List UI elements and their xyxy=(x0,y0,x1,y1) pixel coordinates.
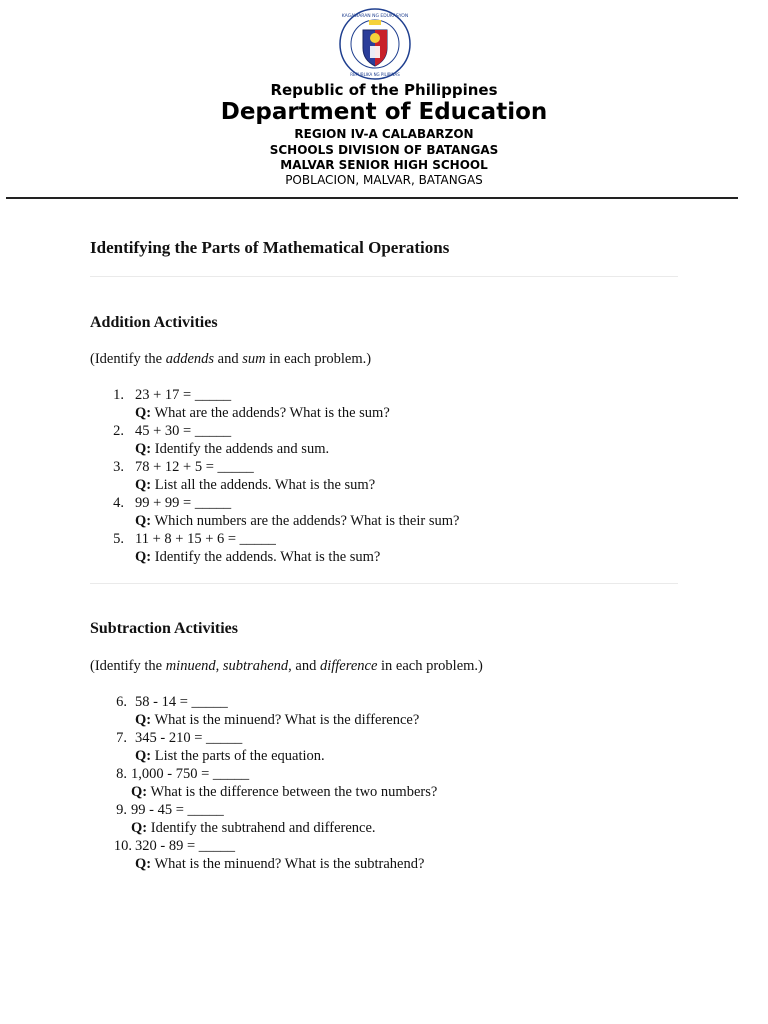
item-equation: 58 - 14 = _____ xyxy=(135,694,228,710)
item-equation: 345 - 210 = _____ xyxy=(135,730,243,746)
item-number: 3. xyxy=(113,459,124,475)
item-equation: 23 + 17 = _____ xyxy=(135,387,232,403)
intro-text: , and xyxy=(288,658,320,674)
list-item xyxy=(90,423,678,459)
title-divider xyxy=(90,276,678,277)
subtraction-instructions xyxy=(90,658,483,675)
item-question xyxy=(135,405,390,422)
seal-text-bottom: REPUBLIKA NG PILIPINAS xyxy=(350,72,400,77)
intro-term-difference: difference xyxy=(319,658,378,674)
item-number: 6. xyxy=(116,694,127,710)
subtraction-list xyxy=(90,694,678,874)
item-number: 7. xyxy=(116,730,127,746)
subtraction-heading: Subtraction Activities xyxy=(90,620,238,637)
item-equation: 320 - 89 = _____ xyxy=(135,838,236,854)
item-question xyxy=(135,712,419,729)
intro-text: in each problem.) xyxy=(265,351,372,367)
deped-seal-icon xyxy=(339,8,411,80)
q-text: List all the addends. What is the sum? xyxy=(154,477,376,493)
item-equation: 1,000 - 750 = _____ xyxy=(131,766,250,782)
q-text: Identify the subtrahend and difference. xyxy=(150,820,376,836)
q-text: What are the addends? What is the sum? xyxy=(154,405,390,421)
addition-list xyxy=(90,387,678,567)
item-equation: 78 + 12 + 5 = _____ xyxy=(135,459,254,475)
list-item xyxy=(90,495,678,531)
item-number: 9. xyxy=(116,802,127,818)
intro-text: in each problem.) xyxy=(377,658,483,674)
list-item xyxy=(90,802,678,838)
item-question xyxy=(135,856,424,873)
item-question xyxy=(135,513,459,530)
item-number: 4. xyxy=(113,495,124,511)
item-equation: 45 + 30 = _____ xyxy=(135,423,232,439)
item-question xyxy=(131,784,437,801)
q-text: What is the minuend? What is the subtrahend? xyxy=(154,856,425,872)
division-label: SCHOOLS DIVISION OF BATANGAS xyxy=(269,143,499,157)
header-divider xyxy=(6,197,738,199)
item-number: 8. xyxy=(116,766,127,782)
list-item xyxy=(90,387,678,423)
q-text: Identify the addends. What is the sum? xyxy=(154,549,381,565)
q-label: Q: xyxy=(135,441,152,457)
school-address: POBLACION, MALVAR, BATANGAS xyxy=(285,173,483,187)
intro-text: and xyxy=(214,351,243,367)
item-question xyxy=(135,477,375,494)
intro-text: (Identify the xyxy=(90,351,166,367)
department-title: Department of Education xyxy=(220,99,548,125)
q-label: Q: xyxy=(135,748,152,764)
region-label: REGION IV-A CALABARZON xyxy=(294,127,474,141)
q-label: Q: xyxy=(135,405,152,421)
q-text: Which numbers are the addends? What is their sum? xyxy=(154,513,460,529)
intro-term-sum: sum xyxy=(242,351,266,367)
list-item xyxy=(90,730,678,766)
item-number: 2. xyxy=(113,423,124,439)
q-text: List the parts of the equation. xyxy=(154,748,325,764)
item-equation: 11 + 8 + 15 + 6 = _____ xyxy=(135,531,276,547)
q-label: Q: xyxy=(135,856,152,872)
item-question xyxy=(135,748,325,765)
addition-heading: Addition Activities xyxy=(90,314,218,331)
q-text: Identify the addends and sum. xyxy=(154,441,330,457)
q-text: What is the minuend? What is the difference? xyxy=(154,712,420,728)
q-label: Q: xyxy=(135,513,152,529)
q-label: Q: xyxy=(135,712,152,728)
intro-term-minuend: minuend xyxy=(165,658,216,674)
item-number: 10. xyxy=(113,838,132,854)
intro-term-addends: addends xyxy=(165,351,215,367)
q-label: Q: xyxy=(135,477,152,493)
seal-text-top: KAGAWARAN NG EDUKASYON xyxy=(341,14,409,19)
list-item xyxy=(90,459,678,495)
school-name: MALVAR SENIOR HIGH SCHOOL xyxy=(280,158,488,172)
list-item xyxy=(90,694,678,730)
intro-text: , xyxy=(215,658,223,674)
item-equation: 99 - 45 = _____ xyxy=(131,802,224,818)
intro-text: (Identify the xyxy=(90,658,166,674)
q-text: What is the difference between the two numbers? xyxy=(150,784,438,800)
item-question xyxy=(135,549,380,566)
q-label: Q: xyxy=(131,820,148,836)
item-number: 1. xyxy=(113,387,124,403)
intro-term-subtrahend: subtrahend xyxy=(222,658,289,674)
republic-label: Republic of the Philippines xyxy=(270,81,498,99)
section-divider xyxy=(90,583,678,584)
list-item xyxy=(90,838,678,874)
q-label: Q: xyxy=(131,784,148,800)
item-question xyxy=(135,441,329,458)
list-item xyxy=(90,766,678,802)
item-equation: 99 + 99 = _____ xyxy=(135,495,232,511)
item-question xyxy=(131,820,376,837)
document-title: Identifying the Parts of Mathematical Operations xyxy=(90,238,450,257)
q-label: Q: xyxy=(135,549,152,565)
addition-instructions xyxy=(90,351,371,368)
item-number: 5. xyxy=(113,531,124,547)
list-item xyxy=(90,531,678,567)
